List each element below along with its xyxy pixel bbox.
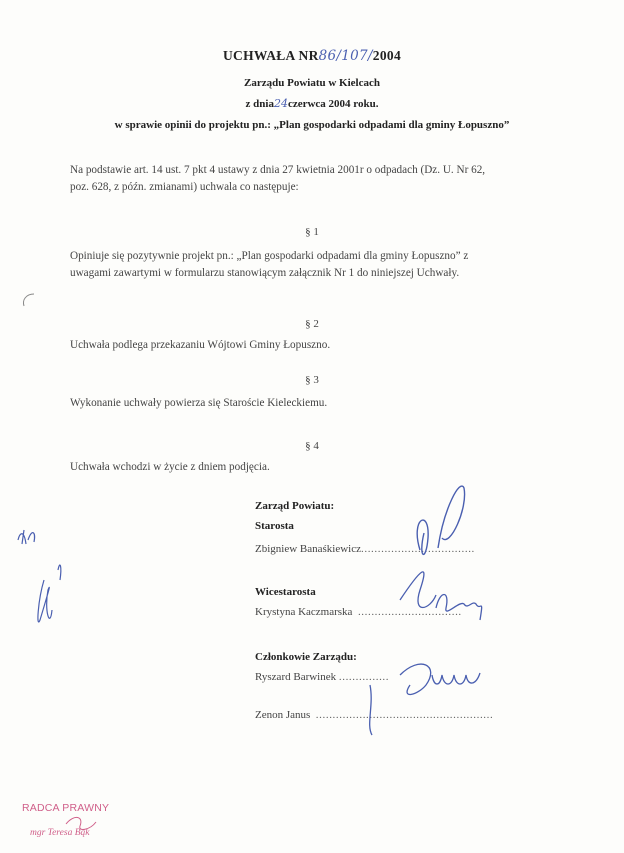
date-handwritten-day: 24 [273,97,288,110]
section-mark-1: § 1 [305,226,319,238]
section-4-text: Uchwała wchodzi w życie z dniem podjęcia. [70,461,270,473]
resolution-date [0,97,624,110]
member2-name: Zenon Janus [255,709,311,721]
signature-dots: ............... [338,671,390,683]
section-3-text: Wykonanie uchwały powierza się Staroście Kieleckiemu. [70,397,328,409]
members-label: Członkowie Zarządu: [255,651,357,663]
signature-dots: ..................................................... [315,709,494,721]
starosta-label: Starosta [255,520,294,532]
title-handwritten-number: 86/107/ [318,48,373,64]
margin-mark-icon [20,290,40,310]
section-mark-3: § 3 [305,374,319,386]
title-year: 2004 [372,48,401,63]
signature-dots: .................................. [361,543,475,555]
resolution-subject: w sprawie opinii do projektu pn.: „Plan gospodarki odpadami dla gminy Łopuszno” [114,119,510,131]
vice-signature-icon [380,560,500,630]
section-line: Opiniuje się pozytywnie projekt pn.: „Plan gospodarki odpadami dla gminy Łopuszno” z [70,250,469,262]
member1-signature-icon [360,645,500,745]
margin-initials-icon [14,520,74,650]
section-2-text: Uchwała podlega przekazaniu Wójtowi Gminy Łopuszno. [70,339,331,351]
stamp-name: mgr Teresa Bąk [30,828,90,838]
section-1-text [70,248,550,282]
vice-name: Krystyna Kaczmarska [255,606,353,618]
signature-dots: ............................... [357,606,462,618]
intro-line: Na podstawie art. 14 ust. 7 pkt 4 ustawy z dnia 27 kwietnia 2001r o odpadach (Dz. U. Nr 62, [70,164,486,176]
stamp-title: RADCA PRAWNY [22,802,110,814]
vice-starosta-label: Wicestarosta [255,586,316,598]
resolution-title [0,48,624,64]
member1-name: Ryszard Barwinek [255,671,337,683]
section-mark-2: § 2 [305,318,319,330]
section-mark-4: § 4 [305,440,319,452]
title-prefix: UCHWAŁA NR [223,48,319,63]
starosta-name: Zbigniew Banaśkiewicz [255,543,361,555]
date-suffix: czerwca 2004 roku. [287,98,379,110]
section-line: uwagami zawartymi w formularzu stanowiącym załącznik Nr 1 do niniejszej Uchwały. [70,267,460,279]
intro-paragraph [70,162,550,196]
date-prefix: z dnia [245,98,274,110]
intro-line: poz. 628, z późn. zmianami) uchwala co następuje: [70,181,299,193]
issuing-body: Zarządu Powiatu w Kielcach [244,77,380,89]
board-heading: Zarząd Powiatu: [255,500,335,512]
